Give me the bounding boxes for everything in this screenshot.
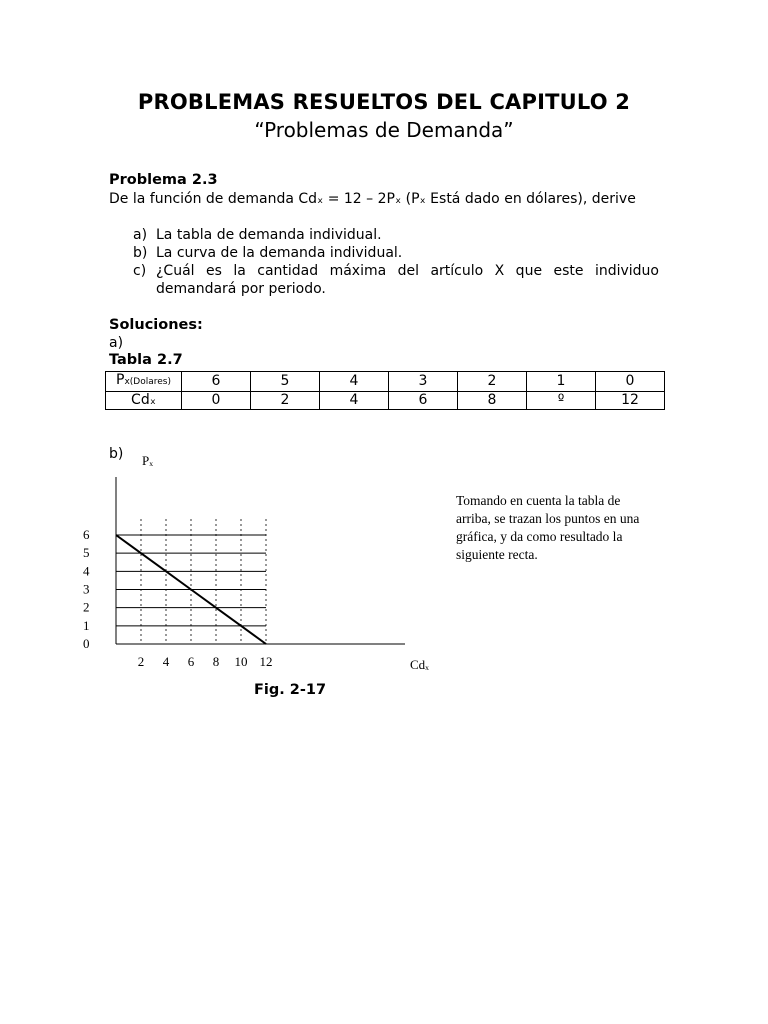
part-b-label: b) (109, 446, 124, 462)
price-label-sub: x(Dolares) (124, 377, 171, 387)
price-label: P (116, 372, 125, 388)
list-item (109, 244, 659, 262)
x-tick-label: 4 (162, 654, 170, 669)
problem-items-list (109, 226, 659, 298)
part-a-label: a) (109, 335, 124, 351)
item-marker: c) (133, 263, 147, 279)
table-cell: 1 (527, 372, 596, 392)
y-tick-label: 4 (83, 563, 90, 579)
y-tick-label: 5 (83, 545, 90, 561)
figure-caption: Fig. 2-17 (253, 682, 327, 698)
x-axis-label: Cdₓ (410, 657, 429, 672)
table-cell: 4 (320, 372, 389, 392)
table-row-header (106, 372, 182, 392)
table-cell: 0 (596, 372, 665, 392)
table-cell: º (527, 392, 596, 410)
demand-curve-chart (70, 445, 450, 685)
y-tick-label: 6 (83, 527, 90, 542)
table-cell: 3 (389, 372, 458, 392)
y-tick-label: 2 (83, 599, 90, 615)
problem-heading: Problema 2.3 (109, 172, 218, 188)
table-cell: 6 (389, 392, 458, 410)
table-cell: 2 (458, 372, 527, 392)
y-tick-label: 0 (83, 636, 90, 651)
table-cell: 5 (251, 372, 320, 392)
explanation-note: Tomando en cuenta la tabla de arriba, se trazan los puntos en una gráfica, y da como resultado la siguiente recta. (456, 493, 640, 562)
table-cell: 4 (320, 392, 389, 410)
table-row-header: Cdₓ (106, 392, 182, 410)
y-tick-label: 1 (83, 617, 90, 633)
problem-statement: De la función de demanda Cdₓ = 12 – 2Pₓ (Pₓ Está dado en dólares), derive (109, 191, 636, 207)
x-tick-label: 12 (259, 654, 273, 669)
page-title: PROBLEMAS RESUELTOS DEL CAPITULO 2 (137, 90, 631, 114)
x-tick-label: 6 (187, 654, 195, 669)
solutions-heading: Soluciones: (109, 317, 203, 333)
item-text: La curva de la demanda individual. (156, 245, 403, 261)
item-marker: a) (133, 227, 148, 243)
table-title: Tabla 2.7 (109, 352, 183, 368)
table-cell: 8 (458, 392, 527, 410)
x-tick-label: 8 (212, 654, 220, 669)
x-tick-label: 2 (137, 654, 145, 669)
x-tick-label: 10 (234, 654, 248, 669)
item-text: ¿Cuál es la cantidad máxima del artículo X que este individuo demandará por periodo. (156, 263, 659, 297)
table-cell: 12 (596, 392, 665, 410)
y-tick-label: 3 (83, 581, 90, 597)
item-marker: b) (133, 245, 148, 261)
demand-table (105, 371, 665, 410)
table-row (106, 372, 665, 392)
y-axis-label: Pₓ (142, 453, 154, 468)
table-cell: 2 (251, 392, 320, 410)
table-row (106, 392, 665, 410)
page-subtitle: “Problemas de Demanda” (254, 118, 514, 142)
list-item (109, 226, 659, 244)
list-item (109, 262, 659, 298)
table-cell: 0 (182, 392, 251, 410)
item-text: La tabla de demanda individual. (156, 227, 382, 243)
table-cell: 6 (182, 372, 251, 392)
